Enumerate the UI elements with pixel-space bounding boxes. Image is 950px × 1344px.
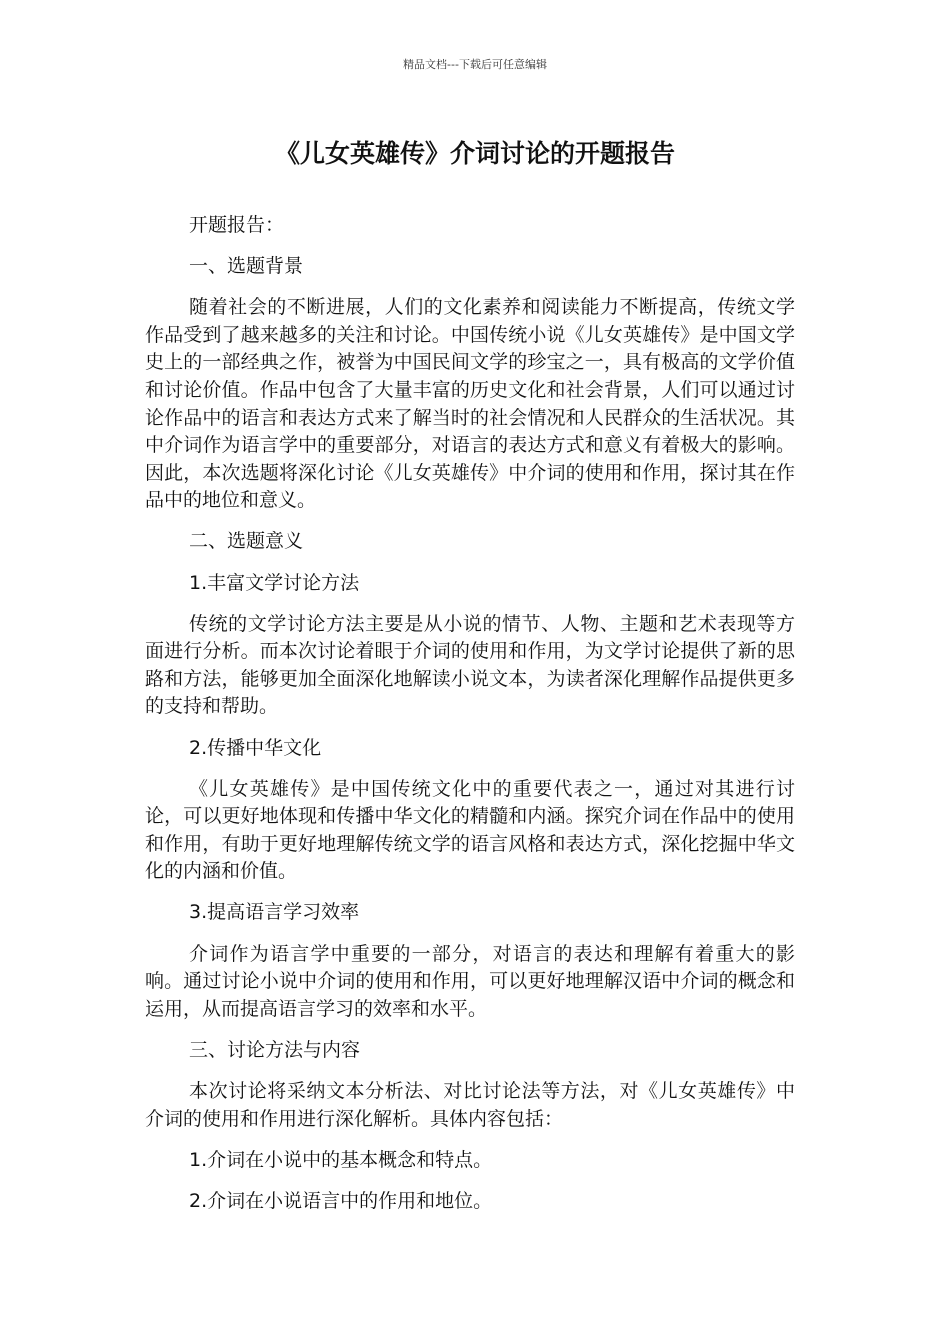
paragraph-approach: 本次讨论将采纳文本分析法、对比讨论法等方法，对《儿女英雄传》中介词的使用和作用进行深化解析。具体内容包括： — [145, 1079, 795, 1130]
subheading-culture: 2.传播中华文化 — [189, 736, 322, 759]
list-item-2: 2.介词在小说语言中的作用和地位。 — [189, 1189, 493, 1212]
section-heading-approach: 三、讨论方法与内容 — [189, 1038, 361, 1061]
paragraph-culture: 《儿女英雄传》是中国传统文化中的重要代表之一，通过对其进行讨论，可以更好地体现和传播中华文化的精髓和内涵。探究介词在作品中的使用和作用，有助于更好地理解传统文学的语言风格和表达方式，深化挖掘中华文化的内涵和价值。 — [145, 777, 795, 883]
paragraph-efficiency: 介词作为语言学中重要的一部分，对语言的表达和理解有着重大的影响。通过讨论小说中介词的使用和作用，可以更好地理解汉语中介词的概念和运用，从而提高语言学习的效率和水平。 — [145, 942, 795, 1020]
document-body — [145, 212, 795, 1229]
subheading-efficiency: 3.提高语言学习效率 — [189, 901, 360, 924]
paragraph-methods: 传统的文学讨论方法主要是从小说的情节、人物、主题和艺术表现等方面进行分析。而本次讨论着眼于介词的使用和作用，为文学讨论提供了新的思路和方法，能够更加全面深化地解读小说文本，为读者深化理解作品提供更多的支持和帮助。 — [145, 612, 795, 718]
section-heading-background: 一、选题背景 — [189, 255, 304, 278]
section-label-report: 开题报告： — [189, 214, 285, 236]
section-heading-significance: 二、选题意义 — [189, 530, 304, 553]
document-title: 《儿女英雄传》介词讨论的开题报告 — [274, 139, 675, 168]
page-header: 精品文档---下载后可任意编辑 — [403, 58, 547, 71]
list-item-1: 1.介词在小说中的基本概念和特点。 — [189, 1148, 493, 1171]
subheading-methods: 1.丰富文学讨论方法 — [189, 571, 360, 594]
paragraph-background: 随着社会的不断进展，人们的文化素养和阅读能力不断提高，传统文学作品受到了越来越多的关注和讨论。中国传统小说《儿女英雄传》是中国文学史上的一部经典之作，被誉为中国民间文学的珍宝之一，具有极高的文学价值和讨论价值。作品中包含了大量丰富的历史文化和社会背景，人们可以通过讨论作品中的语言和表达方式来了解当时的社会情况和人民群众的生活状况。其中介词作为语言学中的重要部分，对语言的表达方式和意义有着极大的影响。因此，本次选题将深化讨论《儿女英雄传》中介词的使用和作用，探讨其在作品中的地位和意义。 — [145, 296, 795, 512]
